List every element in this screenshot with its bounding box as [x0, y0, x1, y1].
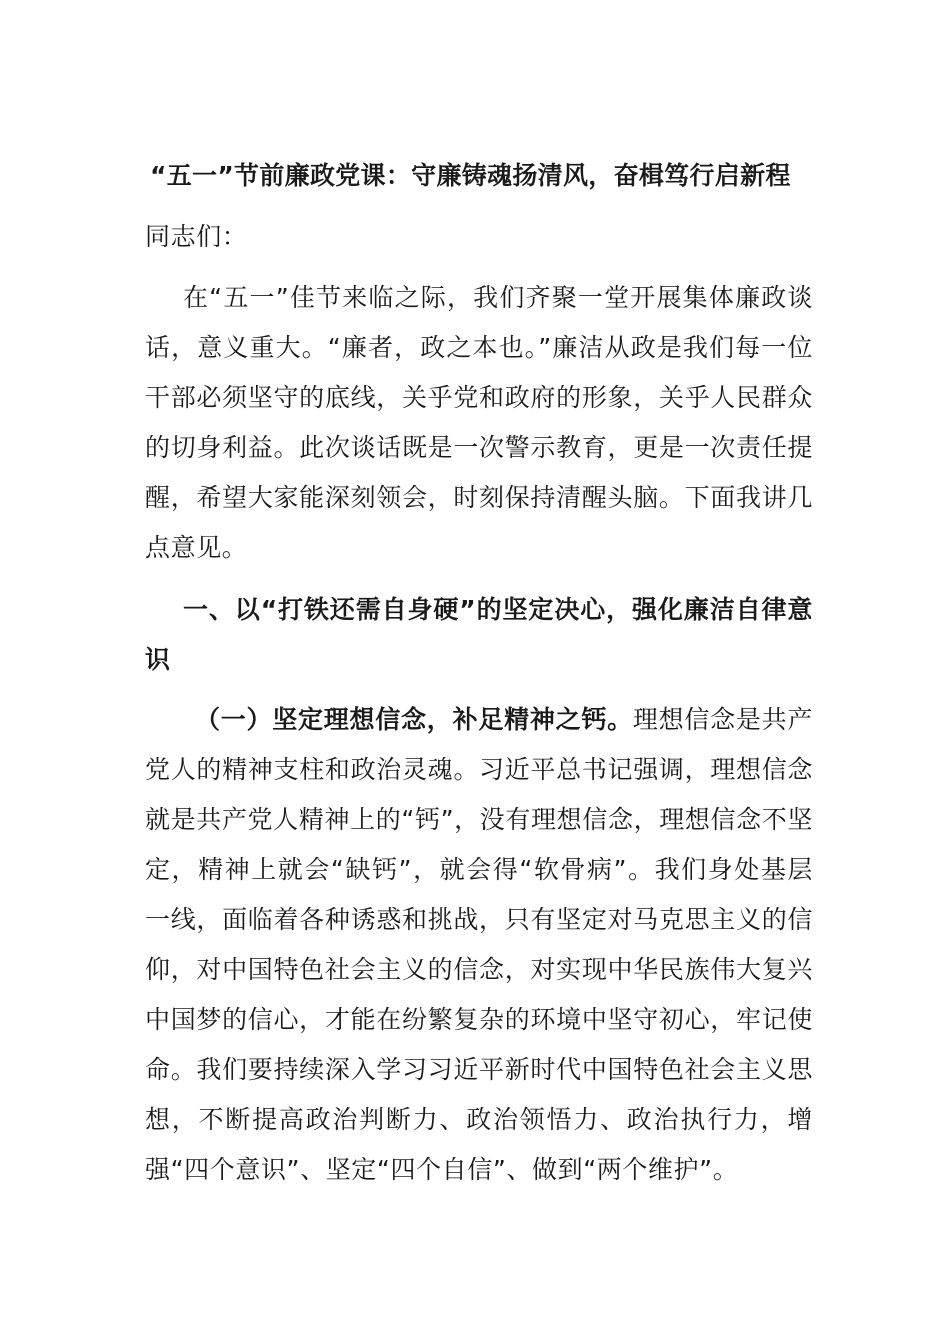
- subsection-paragraph: [145, 695, 813, 1195]
- subsection-lead: （一）坚定理想信念，补足精神之钙。: [195, 705, 633, 734]
- document-title: “五一”节前廉政党课：守廉铸魂扬清风，奋楫笃行启新程: [150, 161, 791, 190]
- section-heading: 一、以“打铁还需自身硬”的坚定决心，强化廉洁自律意识: [145, 595, 813, 674]
- subsection-text: 理想信念是共产党人的精神支柱和政治灵魂。习近平总书记强调，理想信念就是共产党人精神上的“钙”，没有理想信念，理想信念不坚定，精神上就会“缺钙”，就会得“软骨病”。我们身处基层一线，面临着各种诱惑和挑战，只有坚定对马克思主义的信仰，对中国特色社会主义的信念，对实现中华民族伟大复兴中国梦的信心，才能在纷繁复杂的环境中坚守初心，牢记使命。我们要持续深入学习习近平新时代中国特色社会主义思想，不断提高政治判断力、政治领悟力、政治执行力，增强“四个意识”、坚定“四个自信”、做到“两个维护”。: [145, 705, 813, 1184]
- intro-paragraph: 在“五一”佳节来临之际，我们齐聚一堂开展集体廉政谈话，意义重大。“廉者，政之本也。”廉洁从政是我们每一位干部必须坚守的底线，关乎党和政府的形象，关乎人民群众的切身利益。此次谈话既是一次警示教育，更是一次责任提醒，希望大家能深刻领会，时刻保持清醒头脑。下面我讲几点意见。: [145, 283, 813, 562]
- greeting: 同志们：: [145, 222, 248, 251]
